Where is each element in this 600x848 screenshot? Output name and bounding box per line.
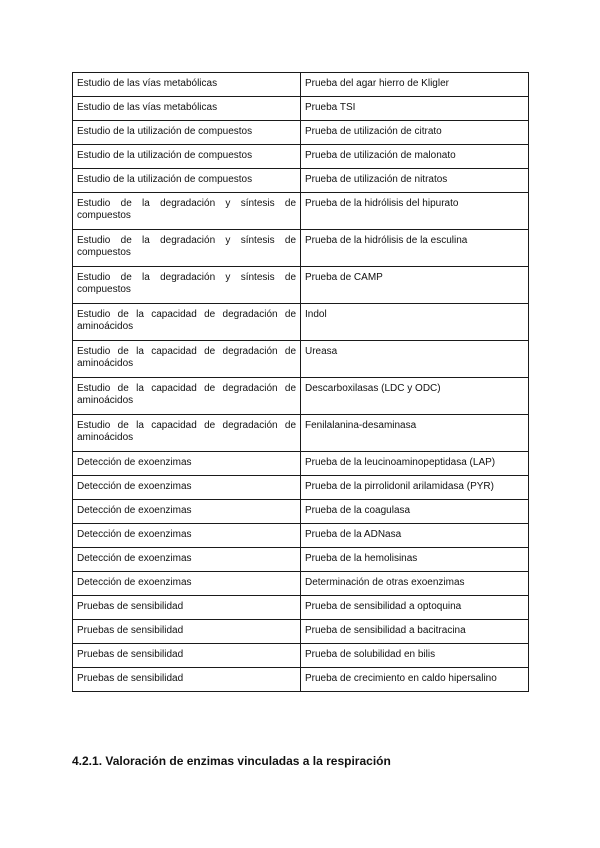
category-cell: Pruebas de sensibilidad [73, 596, 301, 620]
table-row [73, 304, 529, 341]
table-row [73, 341, 529, 378]
table-row [73, 596, 529, 620]
test-cell: Prueba de la hidrólisis del hipurato [301, 193, 529, 230]
table-row [73, 73, 529, 97]
test-cell: Descarboxilasas (LDC y ODC) [301, 378, 529, 415]
category-cell: Estudio de las vías metabólicas [73, 97, 301, 121]
table-row [73, 145, 529, 169]
table-row [73, 572, 529, 596]
category-cell: Estudio de la capacidad de degradación de aminoácidos [73, 304, 301, 341]
test-cell: Prueba de la hidrólisis de la esculina [301, 230, 529, 267]
test-cell: Prueba TSI [301, 97, 529, 121]
test-cell: Fenilalanina-desaminasa [301, 415, 529, 452]
table-row [73, 668, 529, 692]
test-cell: Prueba de sensibilidad a bacitracina [301, 620, 529, 644]
category-cell: Pruebas de sensibilidad [73, 668, 301, 692]
table-row [73, 452, 529, 476]
category-cell: Detección de exoenzimas [73, 524, 301, 548]
test-cell: Prueba de solubilidad en bilis [301, 644, 529, 668]
table-row [73, 193, 529, 230]
table-row [73, 121, 529, 145]
category-cell: Estudio de la capacidad de degradación de aminoácidos [73, 415, 301, 452]
category-cell: Estudio de la degradación y síntesis de compuestos [73, 267, 301, 304]
test-cell: Prueba de sensibilidad a optoquina [301, 596, 529, 620]
category-cell: Pruebas de sensibilidad [73, 644, 301, 668]
table-row [73, 378, 529, 415]
test-cell: Prueba del agar hierro de Kligler [301, 73, 529, 97]
test-cell: Prueba de CAMP [301, 267, 529, 304]
test-cell: Determinación de otras exoenzimas [301, 572, 529, 596]
category-cell: Detección de exoenzimas [73, 548, 301, 572]
table-row [73, 476, 529, 500]
section-heading: 4.2.1. Valoración de enzimas vinculadas a la respiración [72, 754, 391, 768]
table-row [73, 524, 529, 548]
table-row [73, 267, 529, 304]
test-cell: Prueba de utilización de citrato [301, 121, 529, 145]
category-cell: Detección de exoenzimas [73, 476, 301, 500]
category-cell: Detección de exoenzimas [73, 500, 301, 524]
table-row [73, 415, 529, 452]
category-cell: Detección de exoenzimas [73, 572, 301, 596]
table-row [73, 230, 529, 267]
test-cell: Prueba de la pirrolidonil arilamidasa (PYR) [301, 476, 529, 500]
test-cell: Prueba de utilización de nitratos [301, 169, 529, 193]
table-row [73, 644, 529, 668]
category-cell: Estudio de la degradación y síntesis de compuestos [73, 193, 301, 230]
table-row [73, 620, 529, 644]
test-cell: Ureasa [301, 341, 529, 378]
test-cell: Prueba de la ADNasa [301, 524, 529, 548]
table-row [73, 97, 529, 121]
tests-table [72, 72, 529, 692]
category-cell: Detección de exoenzimas [73, 452, 301, 476]
test-cell: Prueba de crecimiento en caldo hipersalino [301, 668, 529, 692]
category-cell: Estudio de las vías metabólicas [73, 73, 301, 97]
table-row [73, 169, 529, 193]
table-row [73, 500, 529, 524]
category-cell: Estudio de la utilización de compuestos [73, 169, 301, 193]
category-cell: Estudio de la utilización de compuestos [73, 121, 301, 145]
test-cell: Prueba de utilización de malonato [301, 145, 529, 169]
category-cell: Estudio de la capacidad de degradación de aminoácidos [73, 341, 301, 378]
test-cell: Prueba de la hemolisinas [301, 548, 529, 572]
table-row [73, 548, 529, 572]
category-cell: Estudio de la utilización de compuestos [73, 145, 301, 169]
category-cell: Estudio de la degradación y síntesis de compuestos [73, 230, 301, 267]
category-cell: Estudio de la capacidad de degradación de aminoácidos [73, 378, 301, 415]
test-cell: Prueba de la coagulasa [301, 500, 529, 524]
category-cell: Pruebas de sensibilidad [73, 620, 301, 644]
test-cell: Prueba de la leucinoaminopeptidasa (LAP) [301, 452, 529, 476]
test-cell: Indol [301, 304, 529, 341]
